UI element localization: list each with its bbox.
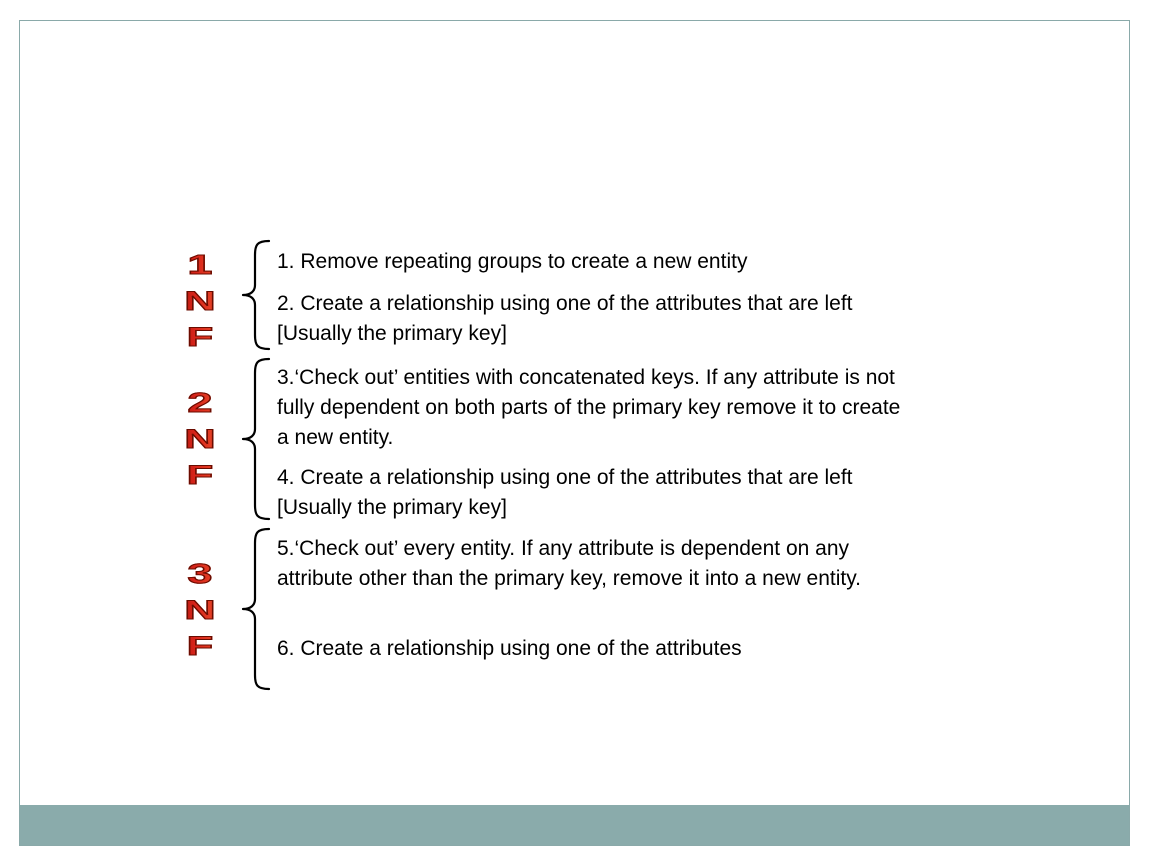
- brace-1nf: [235, 239, 275, 351]
- label-1nf-n: N: [152, 288, 248, 315]
- brace-2nf: [235, 357, 275, 521]
- footer-bar: [20, 805, 1129, 845]
- label-1nf: [170, 251, 230, 360]
- label-2nf-n: N: [152, 426, 248, 453]
- step-2: 2. Create a relationship using one of the attributes that are left [Usually the primary key]: [277, 292, 853, 345]
- label-2nf: [170, 389, 230, 498]
- label-1nf-f: F: [152, 324, 248, 351]
- label-1nf-number: 1: [152, 251, 248, 279]
- label-2nf-number: 2: [152, 389, 248, 417]
- label-3nf-number: 3: [152, 560, 248, 588]
- brace-3nf: [235, 527, 275, 691]
- label-3nf-n: N: [152, 597, 248, 624]
- slide: [19, 20, 1130, 846]
- step-5: 5.‘Check out’ every entity. If any attribute is dependent on any attribute other than the primary key, remove it into a new entity.: [277, 537, 862, 590]
- label-3nf: [170, 560, 230, 669]
- label-3nf-f: F: [152, 633, 248, 660]
- step-6: 6. Create a relationship using one of the attributes: [277, 637, 742, 660]
- step-4: 4. Create a relationship using one of the attributes that are left [Usually the primary key]: [277, 466, 853, 519]
- label-2nf-f: F: [152, 462, 248, 489]
- step-3: 3.‘Check out’ entities with concatenated keys. If any attribute is not fully dependent on both parts of the primary key remove it to create a new entity.: [277, 366, 901, 449]
- step-1: 1. Remove repeating groups to create a new entity: [277, 250, 748, 273]
